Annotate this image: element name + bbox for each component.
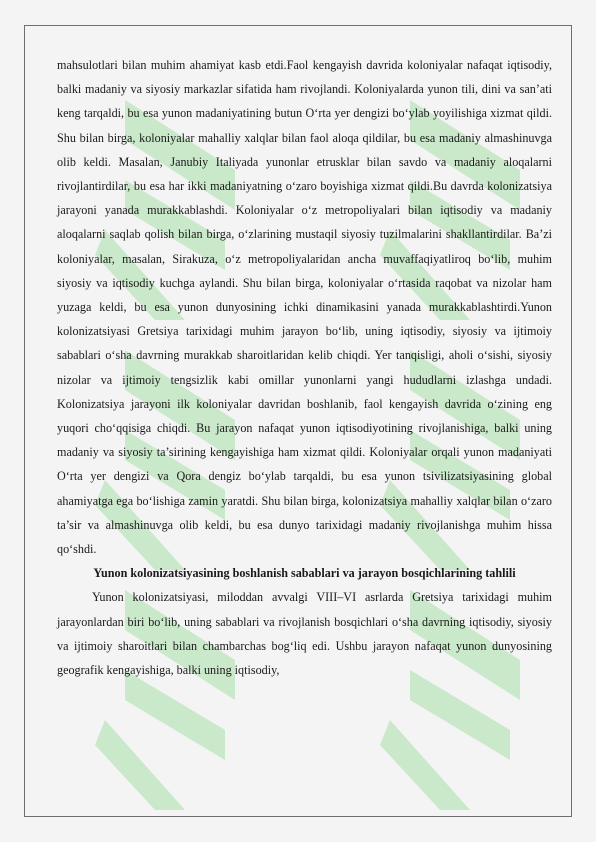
section-heading: Yunon kolonizatsiyasining boshlanish sabablari va jarayon bosqichlarining tahlili	[93, 566, 516, 581]
document-body	[57, 53, 552, 682]
body-paragraph-2: Yunon kolonizatsiyasi, miloddan avvalgi VIII–VI asrlarda Gretsiya tarixidagi muhim jarayonlardan biri bo‘lib, uning sabablari va rivojlanish bosqichlari o‘sha davrning iqtisodiy, siyosiy va ijtimoiy sharoitlari bilan chambarchas bog‘liq edi. Ushbu jarayon nafaqat yunon dunyosining geografik kengayishiga, balki uning iqtisodiy,	[57, 590, 552, 678]
body-paragraph-1: mahsulotlari bilan muhim ahamiyat kasb etdi.Faol kengayish davrida koloniyalar nafaqat iqtisodiy, balki madaniy va siyosiy markazlar sifatida ham rivojlandi. Koloniyalarda yunon tili, dini va san’ati keng tarqaldi, bu esa yunon madaniyatining butun O‘rta yer dengizi bo‘ylab yoyilishiga xizmat qildi. Shu bilan birga, koloniyalar mahalliy xalqlar bilan faol aloqa qildilar, bu esa madaniy almashinuvga olib keldi. Masalan, Janubiy Italiyada yunonlar etrusklar bilan savdo va madaniy aloqalarni rivojlantirdilar, bu esa har ikki madaniyatning o‘zaro boyishiga xizmat qildi.Bu davrda kolonizatsiya jarayoni yanada murakkablashdi. Koloniyalar o‘z metropoliyalari bilan iqtisodiy va madaniy aloqalarni saqlab qolish bilan birga, o‘zlarining mustaqil siyosiy tuzilmalarini shakllantirdilar. Ba’zi koloniyalar, masalan, Sirakuza, o‘z metropoliyalaridan ancha muvaffaqiyatliroq bo‘lib, muhim siyosiy va iqtisodiy kuchga aylandi. Shu bilan birga, koloniyalar o‘rtasida raqobat va nizolar ham yuzaga keldi, bu esa yunon dunyosining ichki dinamikasini yanada murakkablashtirdi.Yunon kolonizatsiyasi Gretsiya tarixidagi muhim jarayon bo‘lib, uning iqtisodiy, siyosiy va ijtimoiy sabablari o‘sha davrning murakkab sharoitlaridan kelib chiqdi. Yer tanqisligi, aholi o‘sishi, siyosiy nizolar va ijtimoiy tengsizlik kabi omillar yunonlarni yangi hududlarni izlashga undadi. Kolonizatsiya jarayoni ilk koloniyalar davridan boshlanib, faol kengayish davrida o‘zining eng yuqori cho‘qqisiga chiqdi. Bu jarayon nafaqat yunon iqtisodiyotining rivojlanishiga, balki uning madaniy va siyosiy ta’sirining kengayishiga ham xizmat qildi. Koloniyalar orqali yunon madaniyati O‘rta yer dengizi va Qora dengiz bo‘ylab tarqaldi, bu esa yunon tsivilizatsiyasining global ahamiyatga ega bo‘lishiga zamin yaratdi. Shu bilan birga, kolonizatsiya mahalliy xalqlar bilan o‘zaro ta’sir va almashinuvga olib keldi, bu esa dunyo tarixidagi madaniy rivojlanishga muhim hissa qo‘shdi.	[57, 58, 552, 557]
